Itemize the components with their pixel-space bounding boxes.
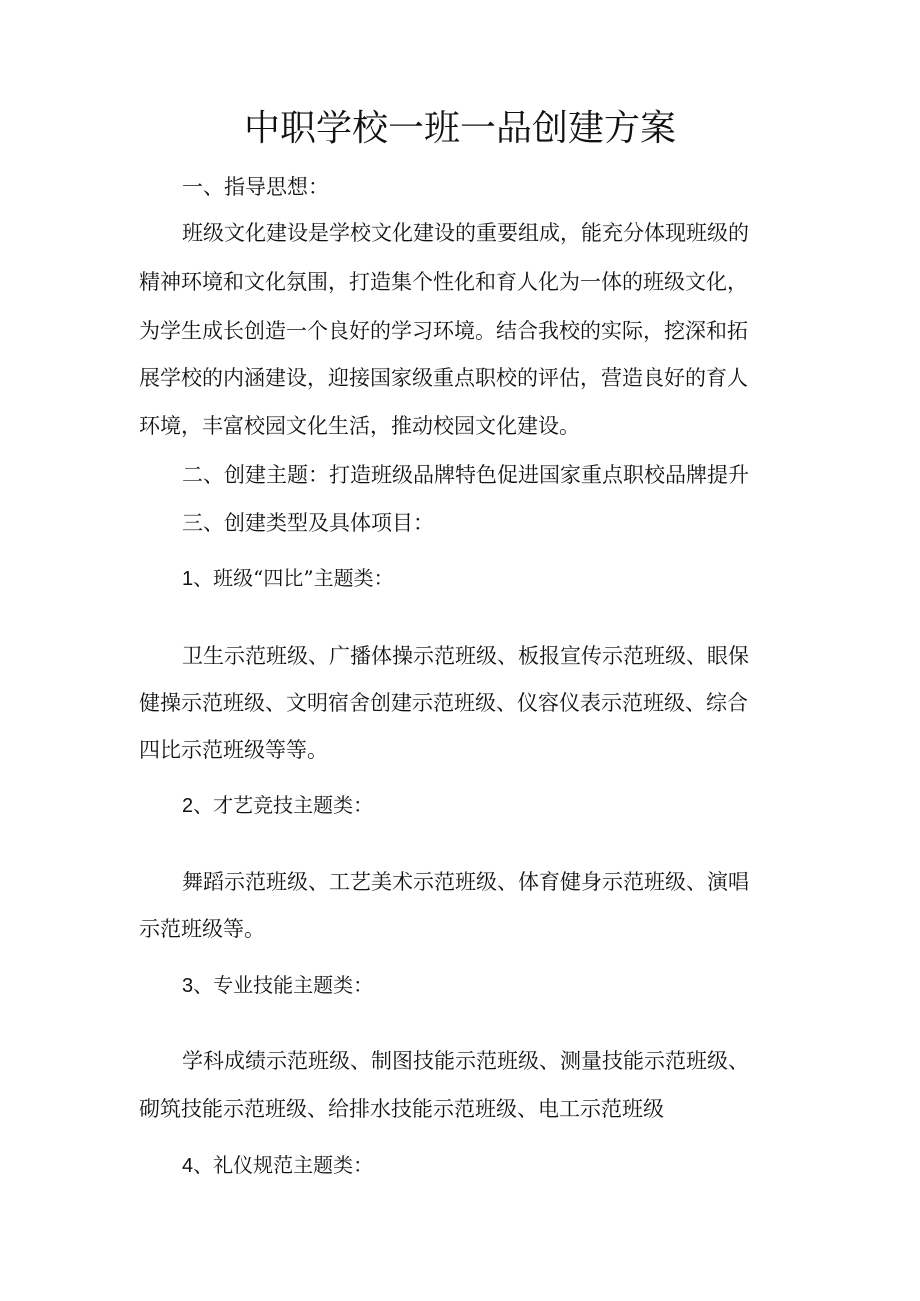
paragraph-line: 展学校的内涵建设，迎接国家级重点职校的评估，营造良好的育人 [139,366,748,390]
paragraph-line: 示范班级等。 [139,917,265,941]
section-heading-theme: 二、创建主题：打造班级品牌特色促进国家重点职校品牌提升 [182,463,749,487]
item-label: 、专业技能主题类： [193,973,374,997]
item-number: 4 [182,1155,194,1177]
item-heading [182,563,394,594]
paragraph-line: 环境，丰富校园文化生活，推动校园文化建设。 [139,414,580,438]
paragraph-line: 为学生成长创造一个良好的学习环境。结合我校的实际，挖深和拓 [139,319,748,343]
item-number: 3 [182,975,194,997]
item-heading [182,1150,373,1181]
paragraph-line: 舞蹈示范班级、工艺美术示范班级、体育健身示范班级、演唱 [182,870,749,894]
paragraph-line: 学科成绩示范班级、制图技能示范班级、测量技能示范班级、 [182,1049,749,1073]
section-heading-types: 三、创建类型及具体项目： [182,511,434,535]
item-label: 、才艺竞技主题类： [193,793,374,817]
item-label: 、礼仪规范主题类： [193,1153,374,1177]
item-label: 、班级“四比”主题类： [193,566,394,590]
item-heading [182,970,373,1001]
paragraph-line: 健操示范班级、文明宿舍创建示范班级、仪容仪表示范班级、综合 [139,691,748,715]
paragraph-line: 精神环境和文化氛围，打造集个性化和育人化为一体的班级文化， [139,270,748,294]
paragraph-line: 卫生示范班级、广播体操示范班级、板报宣传示范班级、眼保 [182,644,749,668]
item-number: 1 [182,568,194,590]
item-heading [182,790,373,821]
section-heading-guiding-ideology: 一、指导思想： [182,175,329,199]
document-title: 中职学校一班一品创建方案 [243,108,676,149]
paragraph-line: 四比示范班级等等。 [139,738,328,762]
item-number: 2 [182,795,194,817]
paragraph-line: 班级文化建设是学校文化建设的重要组成，能充分体现班级的 [182,221,749,245]
paragraph-line: 砌筑技能示范班级、给排水技能示范班级、电工示范班级 [139,1097,664,1121]
